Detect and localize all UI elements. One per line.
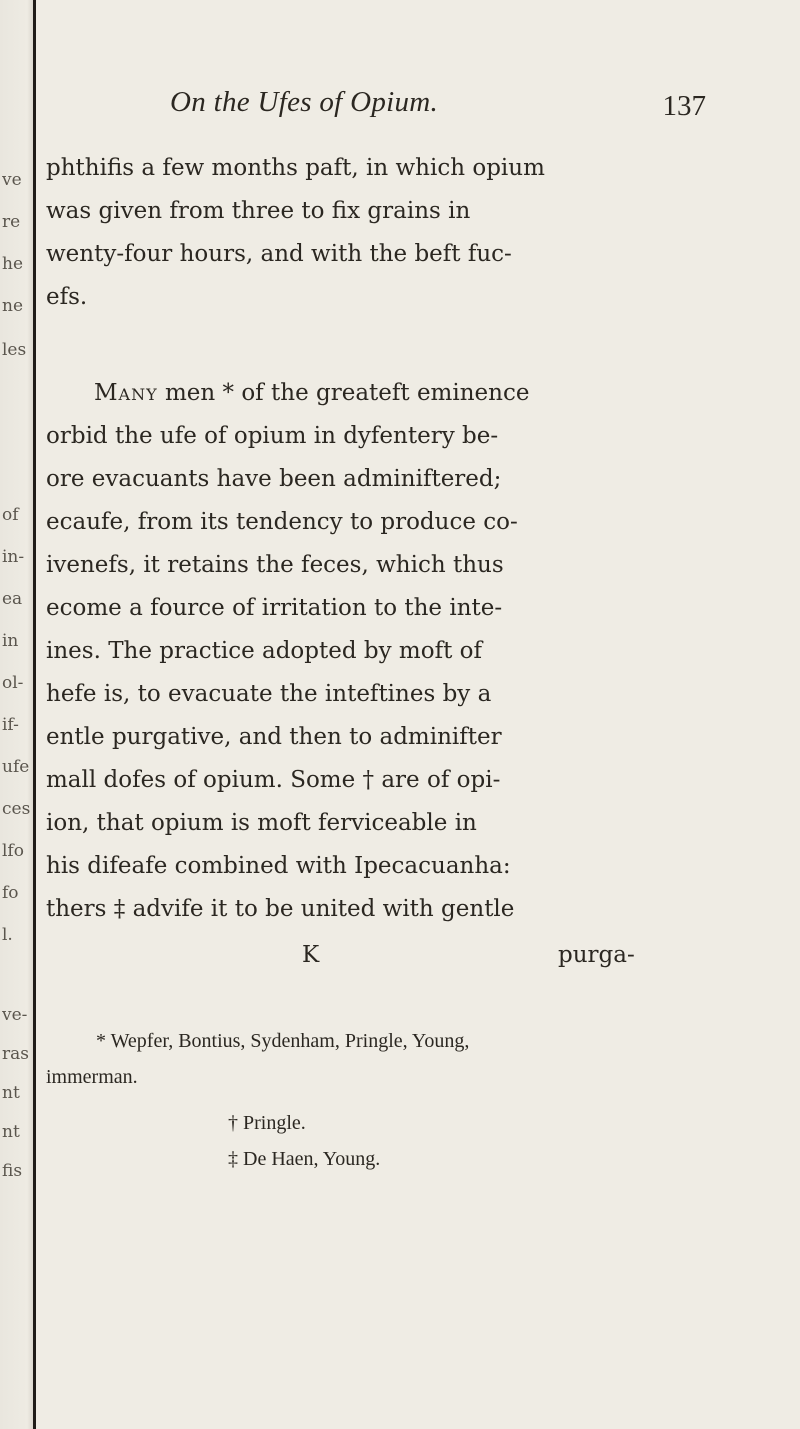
facing-page-fragment: l.	[2, 925, 13, 945]
facing-page-fragment: nt	[2, 1122, 20, 1142]
facing-page-fragment: ol-	[2, 673, 24, 693]
body-line: ecome a fource of irritation to the inte-	[46, 595, 503, 621]
catchword: purga-	[558, 942, 635, 968]
page-number: 137	[662, 90, 706, 122]
footnote: * Wepfer, Bontius, Sydenham, Pringle, Young,	[96, 1030, 470, 1052]
facing-page-edge	[0, 0, 34, 1429]
facing-page-fragment: fo	[2, 883, 19, 903]
signature-mark: K	[302, 942, 320, 968]
facing-page-fragment: ea	[2, 589, 23, 609]
paragraph-lead-word: Many	[94, 380, 158, 406]
facing-page-fragment: fis	[2, 1161, 23, 1181]
body-line: ecaufe, from its tendency to produce co-	[46, 509, 518, 535]
paragraph-first-line: Many men * of the greateft eminence	[94, 380, 530, 406]
body-line: hefe is, to evacuate the inteftines by a	[46, 681, 492, 707]
facing-page-fragment: he	[2, 254, 24, 274]
body-line: efs.	[46, 284, 88, 310]
facing-page-fragment: re	[2, 212, 21, 232]
catchline	[46, 942, 770, 982]
facing-page-fragment: in	[2, 631, 19, 651]
body-line: ines. The practice adopted by moft of	[46, 638, 483, 664]
facing-page-fragment: ve-	[2, 1005, 28, 1025]
body-line: entle purgative, and then to adminifter	[46, 724, 502, 750]
footnote: † Pringle.	[228, 1112, 306, 1134]
facing-page-fragment: nt	[2, 1083, 20, 1103]
body-line: ore evacuants have been adminiftered;	[46, 466, 502, 492]
facing-page-fragment: in-	[2, 547, 25, 567]
body-line: mall dofes of opium. Some † are of opi-	[46, 767, 501, 793]
body-line: was given from three to fix grains in	[46, 198, 471, 224]
facing-page-fragment: ras	[2, 1044, 29, 1064]
facing-page-fragment: lfo	[2, 841, 24, 861]
body-line: phthifis a few months paft, in which opium	[46, 155, 545, 181]
facing-page-fragment: ufe	[2, 757, 30, 777]
facing-page-fragment: if-	[2, 715, 19, 735]
body-line: ion, that opium is moft ferviceable in	[46, 810, 477, 836]
facing-page-fragment: of	[2, 505, 19, 525]
running-title: On the Ufes of Opium.	[170, 86, 439, 118]
footnote: ‡ De Haen, Young.	[228, 1148, 381, 1170]
facing-page-fragment: ces	[2, 799, 31, 819]
body-line: ivenefs, it retains the feces, which thus	[46, 552, 504, 578]
facing-page-fragment: ne	[2, 296, 24, 316]
body-line: his difeafe combined with Ipecacuanha:	[46, 853, 511, 879]
facing-page-fragment: ve	[2, 170, 22, 190]
body-line: orbid the ufe of opium in dyfentery be-	[46, 423, 499, 449]
body-line: thers ‡ advife it to be united with gentle	[46, 896, 515, 922]
running-header	[170, 86, 730, 130]
footnote-continuation: immerman.	[46, 1066, 138, 1088]
page-gutter-line	[33, 0, 36, 1429]
body-line: wenty-four hours, and with the beft fuc-	[46, 241, 512, 267]
facing-page-fragment: les	[2, 340, 27, 360]
